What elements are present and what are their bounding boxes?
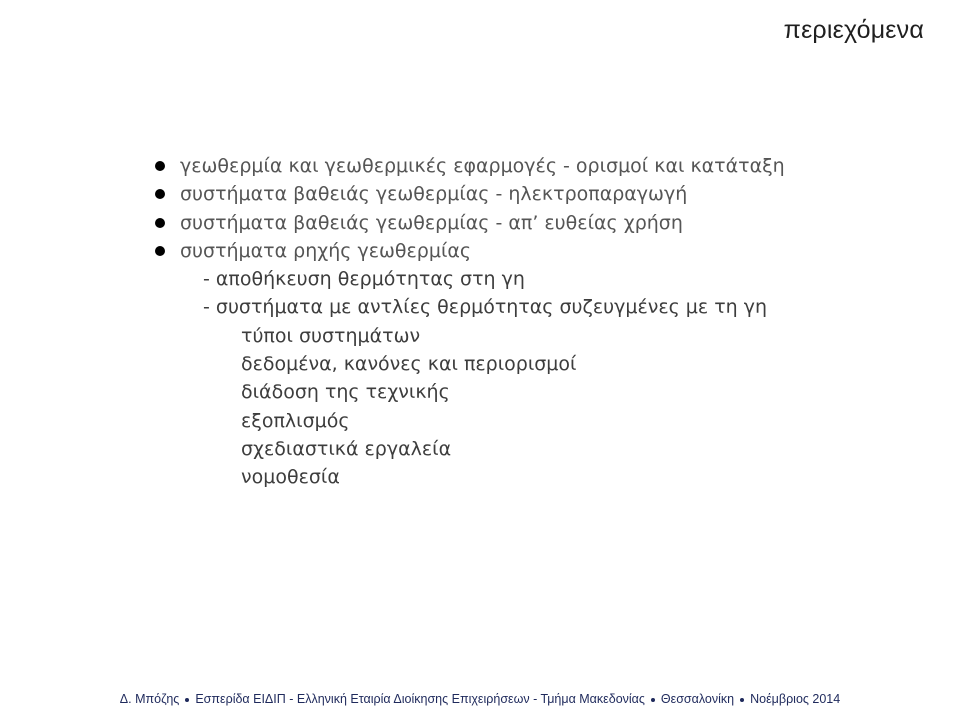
sub-item [0, 463, 960, 491]
footer-author: Δ. Μπόζης [119, 692, 180, 706]
sub-text: τύποι συστημάτων [241, 324, 421, 347]
dash-item [0, 293, 960, 321]
separator-dot-icon [185, 698, 189, 702]
footer [0, 692, 960, 706]
sub-text: νομοθεσία [241, 466, 340, 489]
bullet-dot-icon [155, 189, 165, 199]
sub-item [0, 350, 960, 378]
sub-item [0, 378, 960, 406]
sub-text: εξοπλισμός [241, 409, 350, 432]
bullet-text: γεωθερμία και γεωθερμικές εφαρμογές - ορισμοί και κατάταξη [180, 155, 785, 177]
sub-text: διάδοση της τεχνικής [241, 381, 450, 404]
dash-text: - συστήματα με αντλίες θερμότητας συζευγμένες με τη γη [203, 296, 767, 319]
bullet-item [0, 152, 960, 180]
slide-title: περιεχόμενα [783, 16, 924, 44]
separator-dot-icon [740, 698, 744, 702]
separator-dot-icon [651, 698, 655, 702]
footer-event: Εσπερίδα ΕΙΔΙΠ - Ελληνική Εταιρία Διοίκησης Επιχειρήσεων - Τμήμα Μακεδονίας [195, 692, 645, 706]
bullet-dot-icon [155, 246, 165, 256]
sub-item [0, 322, 960, 350]
footer-date: Νοέμβριος 2014 [750, 692, 841, 706]
bullet-text: συστήματα ρηχής γεωθερμίας [180, 239, 472, 262]
bullet-dot-icon [155, 161, 165, 171]
bullet-item [0, 209, 960, 237]
bullet-text: συστήματα βαθειάς γεωθερμίας - ηλεκτροπαραγωγή [180, 183, 688, 206]
bullet-dot-icon [155, 218, 165, 228]
dash-text: - αποθήκευση θερμότητας στη γη [203, 268, 525, 291]
footer-city: Θεσσαλονίκη [660, 692, 735, 706]
sub-item [0, 435, 960, 463]
bullet-text: συστήματα βαθειάς γεωθερμίας - απ’ ευθείας χρήση [180, 211, 683, 234]
sub-text: σχεδιαστικά εργαλεία [241, 437, 452, 460]
sub-item [0, 407, 960, 435]
bullet-item [0, 237, 960, 265]
dash-item [0, 265, 960, 293]
bullet-item [0, 180, 960, 208]
sub-text: δεδομένα, κανόνες και περιορισμοί [241, 353, 577, 376]
content-list [0, 152, 960, 492]
